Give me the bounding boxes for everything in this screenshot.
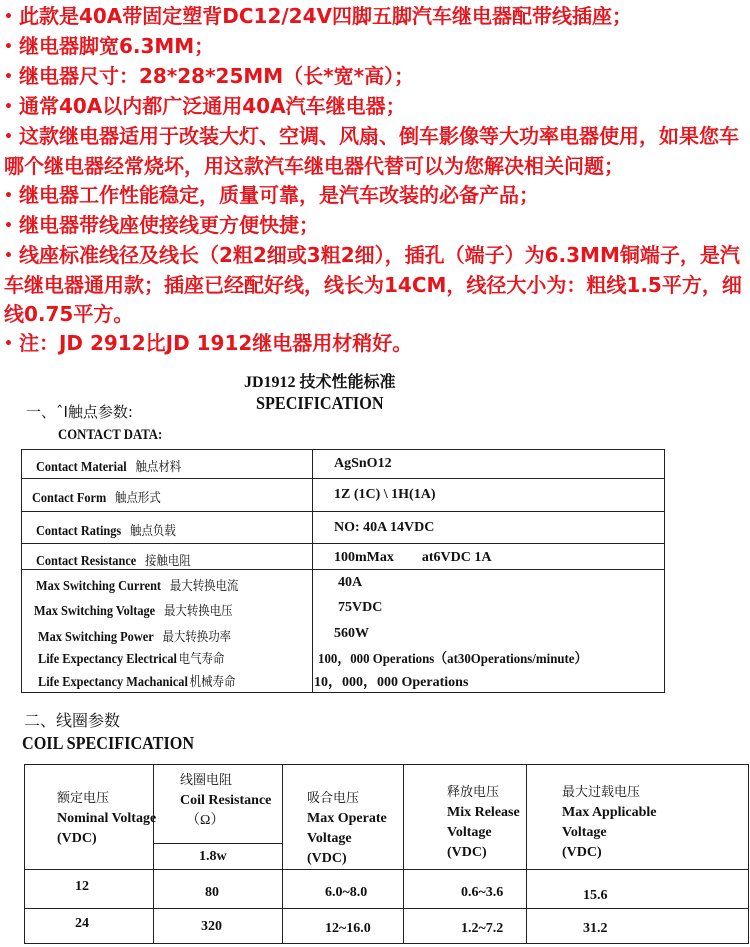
table-cell: 12~16.0 [325,921,371,936]
column-divider [312,450,313,692]
contact-data-heading: CONTACT DATA: [58,427,163,443]
row-divider [153,843,282,844]
table-cell: 0.6~3.6 [461,885,504,900]
table-cell: 12 [75,879,89,894]
row-divider [25,869,748,870]
feature-item: • 通常40A以内都广泛通用40A汽车继电器； [4,94,406,118]
table-cell: 31.2 [583,921,608,936]
column-divider [526,765,527,943]
bullet-dot-icon: • [4,129,13,145]
row-label: Life Expectancy Machanical 机械寿命 [38,675,236,690]
bullet-dot-icon: • [4,99,13,115]
row-value: NO: 40A 14VDC [334,520,435,535]
row-label: Life Expectancy Electrical 电气寿命 [38,652,225,667]
row-label: Max Switching Current 最大转换电流 [36,579,239,594]
header-nominal-voltage: 额定电压 Nominal Voltage (VDC) [57,791,157,846]
column-divider [403,765,404,943]
row-value: 10，000，000 Operations [314,675,469,690]
row-value: 100，000 Operations（at30Operations/minute） [318,652,588,667]
header-coil-resistance: 线圈电阻 Coil Resistance （Ω） [180,773,272,828]
table-cell: 80 [205,885,219,900]
row-value: 1Z (1C) \ 1H(1A) [334,487,436,502]
row-label: Contact Form 触点形式 [32,491,161,506]
row-divider [22,478,664,479]
feature-item: • 注：JD 2912比JD 1912继电器用材稍好。 [4,331,413,355]
bullet-dot-icon: • [4,39,13,55]
coil-power: 1.8w [199,849,227,864]
table-cell: 1.2~7.2 [461,921,504,936]
row-value: 100mMax at6VDC 1A [334,550,492,565]
header-max-operate: 吸合电压 Max Operate Voltage (VDC) [307,791,387,866]
table-cell: 24 [75,916,89,931]
row-value: 75VDC [338,600,383,615]
row-label: Max Switching Power 最大转换功率 [38,630,232,645]
row-value: AgSnO12 [334,456,392,471]
feature-list [4,2,746,359]
row-label: Max Switching Voltage 最大转换电压 [34,604,233,619]
feature-item: • 继电器尺寸：28*28*25MM（长*宽*高）； [4,64,415,88]
row-divider [22,511,664,512]
row-label: Contact Resistance 接触电阻 [36,554,191,569]
coil-spec-table [24,764,749,944]
feature-item: • 这款继电器适用于改装大灯、空调、风扇、倒车影像等大功率电器使用，如果您车哪个继电器经常烧坏，用这款汽车继电器代替可以为您解决相关问题； [4,124,739,178]
feature-item: • 此款是40A带固定塑背DC12/24V四脚五脚汽车继电器配带线插座； [4,4,632,28]
feature-item: • 继电器脚宽6.3MM； [4,34,215,58]
table-cell: 320 [201,919,222,934]
bullet-dot-icon: • [4,9,13,25]
coil-heading: COIL SPECIFICATION [22,733,195,753]
row-label: Contact Ratings 触点负载 [36,524,176,539]
feature-item: • 继电器工作性能稳定，质量可靠，是汽车改装的必备产品； [4,183,539,207]
spec-title: JD1912 技术性能标准 [244,374,396,391]
bullet-dot-icon: • [4,218,13,234]
bullet-dot-icon: • [4,188,13,204]
bullet-dot-icon: • [4,248,13,264]
row-label: Contact Material 触点材料 [36,460,182,475]
column-divider [282,765,283,943]
bullet-dot-icon: • [4,69,13,85]
coil-heading-cn: 二、线圈参数 [24,711,121,730]
contact-data-heading-cn: 一、ˆI触点参数: [26,403,133,421]
row-divider [22,543,664,544]
header-max-applicable: 最大过载电压 Max Applicable Voltage (VDC) [562,785,657,860]
table-cell: 15.6 [583,888,608,903]
row-value: 40A [338,575,363,590]
table-cell: 6.0~8.0 [325,885,368,900]
row-divider [25,908,748,909]
feature-item: • 线座标准线径及线长（2粗2细或3粗2细），插孔（端子）为6.3MM铜端子，是汽车继电器通用款；插座已经配好线，线长为14CM，线径大小为：粗线1.5平方，细线0.75平方。 [4,243,742,326]
feature-item: • 继电器带线座使接线更方便快捷； [4,213,319,237]
row-value: 560W [334,626,369,641]
header-mix-release: 释放电压 Mix Release Voltage (VDC) [447,785,520,860]
spec-subtitle: SPECIFICATION [256,393,384,413]
bullet-dot-icon: • [4,336,13,352]
contact-data-table [21,449,665,693]
